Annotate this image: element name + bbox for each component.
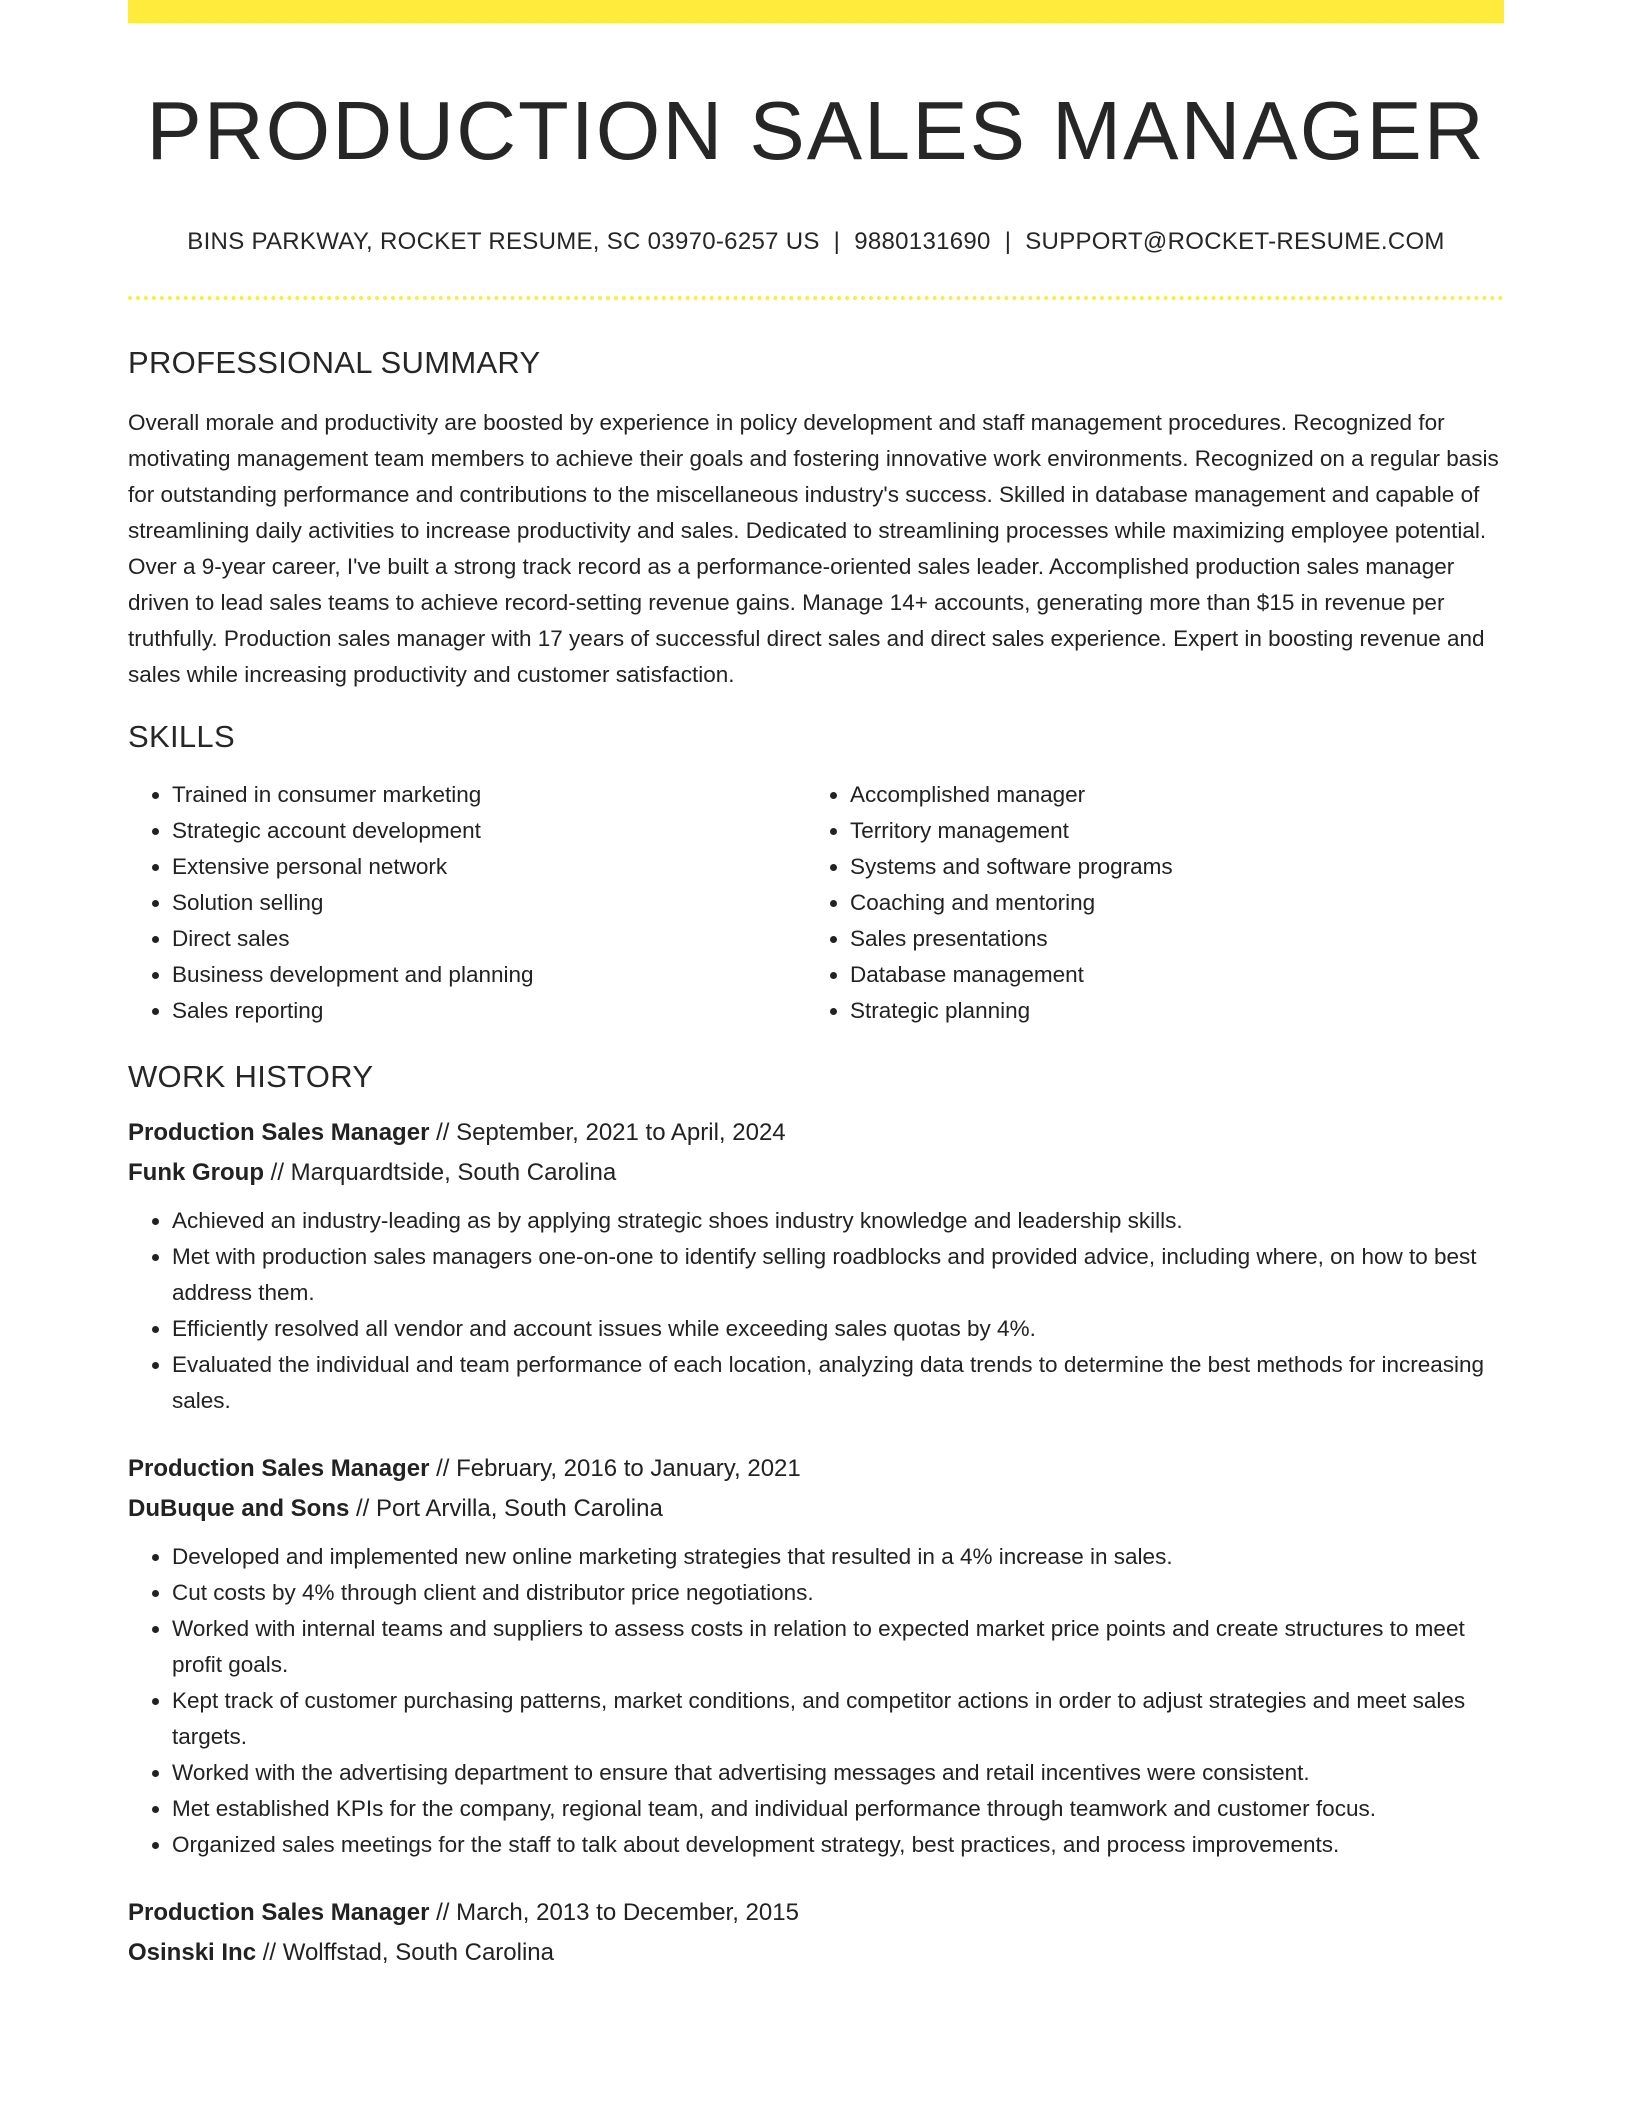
- job-entry: [128, 1113, 1504, 1419]
- job-bullet: • Worked with the advertising department to ensure that advertising messages and retail incentives were consistent.: [172, 1755, 1504, 1791]
- job-company: Funk Group: [128, 1159, 264, 1187]
- job-title-line: [128, 1449, 1504, 1489]
- dotted-divider: [128, 296, 1504, 300]
- skill-item: • Strategic planning: [850, 993, 1490, 1029]
- skill-item: • Business development and planning: [172, 957, 806, 993]
- job-location: // Wolffstad, South Carolina: [256, 1939, 554, 1967]
- skill-item: • Sales reporting: [172, 993, 806, 1029]
- job-bullet: • Organized sales meetings for the staff to talk about development strategy, best practices, and process improvements.: [172, 1827, 1504, 1863]
- job-bullet: • Developed and implemented new online marketing strategies that resulted in a 4% increase in sales.: [172, 1539, 1504, 1575]
- resume-name-heading: PRODUCTION SALES MANAGER: [146, 84, 1486, 177]
- job-entry: [128, 1449, 1504, 1863]
- skills-column-left: [128, 777, 806, 1029]
- skill-item: • Direct sales: [172, 921, 806, 957]
- skill-item: • Territory management: [850, 813, 1490, 849]
- job-bullet: • Achieved an industry-leading as by applying strategic shoes industry knowledge and leadership skills.: [172, 1203, 1504, 1239]
- job-location: // Marquardtside, South Carolina: [263, 1159, 617, 1187]
- skills-section-title: SKILLS: [128, 719, 235, 755]
- skill-item: • Accomplished manager: [850, 777, 1490, 813]
- job-role: Production Sales Manager: [128, 1899, 430, 1927]
- job-company: Osinski Inc: [128, 1939, 257, 1967]
- resume-page: [128, 0, 1504, 1973]
- job-bullet: • Evaluated the individual and team performance of each location, analyzing data trends to determine the best methods for increasing sales.: [172, 1347, 1504, 1419]
- job-dates: // February, 2016 to January, 2021: [429, 1455, 801, 1483]
- summary-paragraph: Overall morale and productivity are boosted by experience in policy development and staff management procedures. Recognized for motivating management team members to achieve their goals and fostering innovative work environments. Recognized on a regular basis for outstanding performance and contributions to the miscellaneous industry's success. Skilled in database management and capable of streamlining daily activities to increase productivity and sales. Dedicated to streamlining processes while maximizing employee potential. Over a 9-year career, I've built a strong track record as a performance-oriented sales leader. Accomplished production sales manager driven to lead sales teams to achieve record-setting revenue gains. Manage 14+ accounts, generating more than $15 in revenue per truthfully. Production sales manager with 17 years of successful direct sales and direct sales experience. Expert in boosting revenue and sales while increasing productivity and customer satisfaction.: [128, 410, 1499, 688]
- skill-item: • Sales presentations: [850, 921, 1490, 957]
- job-bullet: • Worked with internal teams and suppliers to assess costs in relation to expected market price points and create structures to meet profit goals.: [172, 1611, 1504, 1683]
- work-history-section-title: WORK HISTORY: [128, 1059, 374, 1095]
- job-dates: // September, 2021 to April, 2024: [429, 1119, 786, 1147]
- contact-email[interactable]: SUPPORT@ROCKET-RESUME.COM: [1025, 228, 1445, 256]
- job-bullets: [128, 1203, 1504, 1419]
- job-title-line: [128, 1113, 1504, 1153]
- job-company-line: [128, 1153, 1504, 1193]
- contact-address: BINS PARKWAY, ROCKET RESUME, SC 03970-6257 US: [187, 228, 820, 256]
- job-role: Production Sales Manager: [128, 1119, 430, 1147]
- job-bullet: • Met with production sales managers one-on-one to identify selling roadblocks and provided advice, including where, on how to best address them.: [172, 1239, 1504, 1311]
- job-title-line: [128, 1893, 1504, 1933]
- skills-column-right: [806, 777, 1490, 1029]
- job-dates: // March, 2013 to December, 2015: [429, 1899, 799, 1927]
- job-bullet: • Cut costs by 4% through client and distributor price negotiations.: [172, 1575, 1504, 1611]
- job-role: Production Sales Manager: [128, 1455, 430, 1483]
- summary-section-title: PROFESSIONAL SUMMARY: [128, 345, 541, 381]
- accent-top-bar: [128, 0, 1504, 23]
- skill-item: • Systems and software programs: [850, 849, 1490, 885]
- skill-item: • Database management: [850, 957, 1490, 993]
- skill-item: • Extensive personal network: [172, 849, 806, 885]
- job-company: DuBuque and Sons: [128, 1495, 350, 1523]
- skill-item: • Coaching and mentoring: [850, 885, 1490, 921]
- skill-item: • Trained in consumer marketing: [172, 777, 806, 813]
- job-company-line: [128, 1489, 1504, 1529]
- job-bullets: [128, 1539, 1504, 1863]
- job-company-line: [128, 1933, 1504, 1973]
- job-entry: [128, 1893, 1504, 1973]
- contact-phone[interactable]: 9880131690: [854, 228, 991, 256]
- job-bullet: • Kept track of customer purchasing patterns, market conditions, and competitor actions in order to adjust strategies and meet sales targets.: [172, 1683, 1504, 1755]
- job-bullet: • Met established KPIs for the company, regional team, and individual performance through teamwork and customer focus.: [172, 1791, 1504, 1827]
- contact-separator: |: [833, 228, 841, 256]
- skill-item: • Strategic account development: [172, 813, 806, 849]
- skill-item: • Solution selling: [172, 885, 806, 921]
- contact-separator: |: [1004, 228, 1012, 256]
- job-bullet: • Efficiently resolved all vendor and account issues while exceeding sales quotas by 4%.: [172, 1311, 1504, 1347]
- job-location: // Port Arvilla, South Carolina: [349, 1495, 663, 1523]
- skills-list: [128, 777, 1504, 1029]
- contact-line: [128, 228, 1504, 256]
